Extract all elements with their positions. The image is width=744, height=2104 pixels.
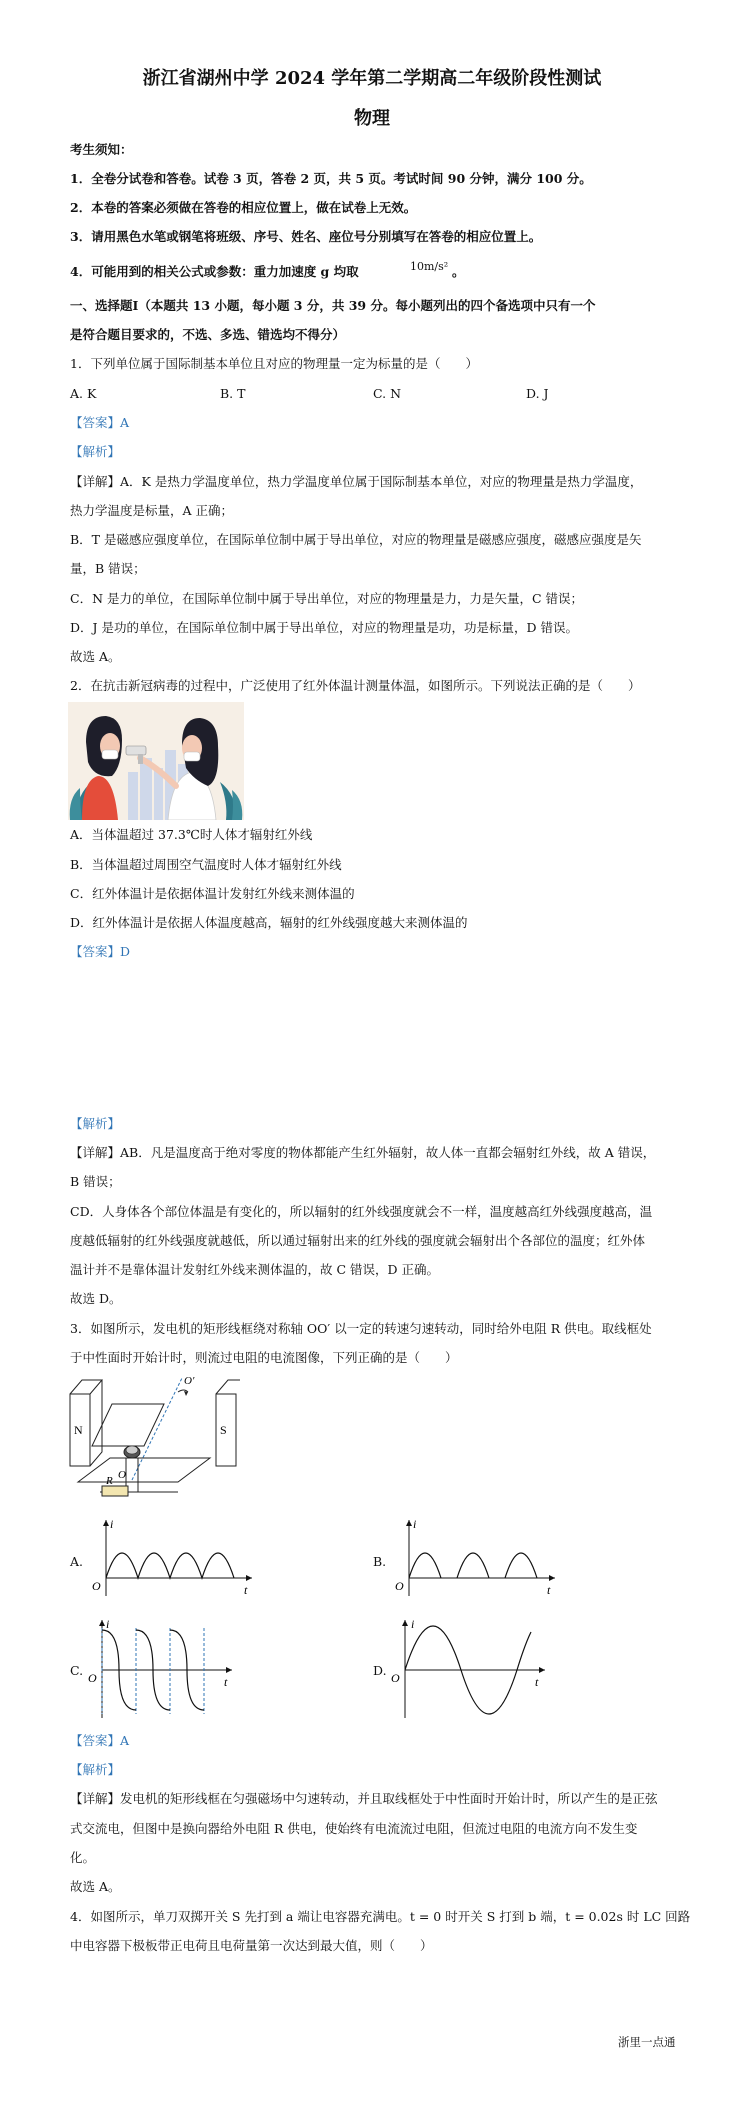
q2-analysis-label: 【解析】 — [70, 1116, 121, 1131]
section-heading-cont: 是符合题目要求的，不选、多选、错选均不得分） — [70, 327, 346, 342]
section-heading: 一、选择题Ⅰ（本题共 13 小题，每小题 3 分，共 39 分。每小题列出的四个备选项中只有一个 — [70, 298, 596, 313]
q1-detail: 故选 A。 — [70, 649, 121, 664]
magnet-s-label: S — [220, 1423, 227, 1437]
q1-detail: 量，B 错误； — [70, 561, 146, 576]
q3-analysis-label: 【解析】 — [70, 1762, 121, 1777]
q3-graph-b — [389, 1516, 559, 1600]
q3-graph-a — [86, 1516, 256, 1600]
q3-option-d-letter: D. — [373, 1663, 387, 1678]
q3-option-c-letter: C. — [70, 1663, 84, 1678]
graph-d-i: i — [411, 1618, 415, 1631]
q3-graph-c — [86, 1618, 236, 1722]
graph-b-i: i — [413, 1517, 417, 1531]
notice-end: 。 — [452, 264, 465, 279]
q1-detail: B．T 是磁感应强度单位，在国际单位制中属于导出单位，对应的物理量是磁感应强度，磁感应强度是矢 — [70, 532, 642, 547]
q1-option-c: C. N — [373, 386, 402, 401]
q1-option-a: A. K — [70, 386, 97, 401]
q3-option-b-letter: B. — [373, 1554, 387, 1569]
q3-detail: 【详解】发电机的矩形线框在匀强磁场中匀速转动，并且取线框处于中性面时开始计时，所以产生的是正弦 — [70, 1791, 658, 1806]
q1-detail: C．N 是力的单位，在国际单位制中属于导出单位，对应的物理量是力，力是矢量，C 错误； — [70, 591, 584, 606]
q3-option-a-letter: A. — [70, 1554, 84, 1569]
q2-option-d: D．红外体温计是依据人体温度越高，辐射的红外线强度越大来测体温的 — [70, 915, 468, 930]
page-subtitle: 物理 — [354, 108, 390, 129]
q3-answer: 【答案】A — [70, 1733, 130, 1748]
graph-d-t: t — [535, 1675, 539, 1689]
q2-detail: CD．人身体各个部位体温是有变化的，所以辐射的红外线强度就会不一样，温度越高红外线强度越高，温 — [70, 1204, 653, 1219]
thermometer-illustration — [68, 702, 244, 820]
q1-option-d: D. J — [526, 386, 549, 401]
q3-detail: 式交流电，但图中是换向器给外电阻 R 供电，使始终有电流流过电阻，但流过电阻的电流方向不发生变 — [70, 1821, 638, 1836]
q2-detail: 故选 D。 — [70, 1291, 122, 1306]
q1-stem: 1．下列单位属于国际制基本单位且对应的物理量一定为标量的是（ ） — [70, 356, 478, 371]
axis-o-label: O — [118, 1469, 126, 1481]
notice-item: 2．本卷的答案必须做在答卷的相应位置上，做在试卷上无效。 — [70, 200, 417, 215]
graph-c-i: i — [106, 1618, 110, 1631]
q2-option-c: C．红外体温计是依据体温计发射红外线来测体温的 — [70, 886, 355, 901]
q1-answer: 【答案】A — [70, 415, 130, 430]
graph-b-t: t — [547, 1583, 551, 1597]
q2-stem: 2．在抗击新冠病毒的过程中，广泛使用了红外体温计测量体温，如图所示。下列说法正确的是（ ） — [70, 678, 641, 693]
q2-detail: 【详解】AB．凡是温度高于绝对零度的物体都能产生红外辐射，故人体一直都会辐射红外线，故 A 错误， — [70, 1145, 656, 1160]
q1-option-b: B. T — [220, 386, 246, 401]
page-title: 浙江省湖州中学 2024 学年第二学期高二年级阶段性测试 — [142, 68, 602, 89]
footer-brand: 浙里一点通 — [618, 2035, 676, 2049]
q4-stem: 4．如图所示，单刀双掷开关 S 先打到 a 端让电容器充满电。t = 0 时开关 S 打到 b 端，t = 0.02s 时 LC 回路 — [70, 1909, 691, 1924]
q2-option-b: B．当体温超过周围空气温度时人体才辐射红外线 — [70, 857, 342, 872]
q2-answer: 【答案】D — [70, 944, 131, 959]
generator-diagram — [68, 1374, 240, 1506]
gravity-value: 10m/s² — [410, 260, 449, 273]
resistor-label: R — [106, 1475, 113, 1487]
graph-a-i: i — [110, 1517, 114, 1531]
notice-heading: 考生须知： — [70, 142, 133, 157]
q3-stem-cont: 于中性面时开始计时，则流过电阻的电流图像，下列正确的是（ ） — [70, 1350, 458, 1365]
q2-detail: 温计并不是靠体温计发射红外线来测体温的，故 C 错误，D 正确。 — [70, 1262, 440, 1277]
q3-detail: 化。 — [70, 1850, 96, 1865]
q1-detail: 【详解】A．K 是热力学温度单位，热力学温度单位属于国际制基本单位，对应的物理量是热力学温度， — [70, 474, 643, 489]
notice-item: 4．可能用到的相关公式或参数：重力加速度 g 均取 — [70, 264, 359, 279]
graph-a-o: O — [92, 1579, 101, 1593]
graph-d-o: O — [391, 1671, 400, 1685]
axis-op-label: O′ — [184, 1375, 195, 1387]
q2-detail: B 错误； — [70, 1174, 121, 1189]
q4-stem-cont: 中电容器下极板带正电荷且电荷量第一次达到最大值，则（ ） — [70, 1938, 433, 1953]
notice-item: 3．请用黑色水笔或钢笔将班级、序号、姓名、座位号分别填写在答卷的相应位置上。 — [70, 229, 542, 244]
q1-analysis-label: 【解析】 — [70, 444, 121, 459]
q3-detail: 故选 A。 — [70, 1879, 121, 1894]
notice-item: 1．全卷分试卷和答卷。试卷 3 页，答卷 2 页，共 5 页。考试时间 90 分钟，满分 100 分。 — [70, 171, 592, 186]
graph-c-o: O — [88, 1671, 97, 1685]
magnet-n-label: N — [74, 1423, 83, 1437]
graph-c-t: t — [224, 1675, 228, 1689]
graph-b-o: O — [395, 1579, 404, 1593]
q1-detail: D．J 是功的单位，在国际单位制中属于导出单位，对应的物理量是功，功是标量，D 错误。 — [70, 620, 579, 635]
q2-option-a: A．当体温超过 37.3℃时人体才辐射红外线 — [70, 827, 313, 842]
q2-detail: 度越低辐射的红外线强度就越低，所以通过辐射出来的红外线的强度就会辐射出个各部位的温度；红外体 — [70, 1233, 646, 1248]
graph-a-t: t — [244, 1583, 248, 1597]
q1-detail: 热力学温度是标量，A 正确； — [70, 503, 234, 518]
q3-graph-d — [389, 1618, 549, 1722]
q3-stem: 3．如图所示，发电机的矩形线框绕对称轴 OO′ 以一定的转速匀速转动，同时给外电阻 R 供电。取线框处 — [70, 1321, 652, 1336]
